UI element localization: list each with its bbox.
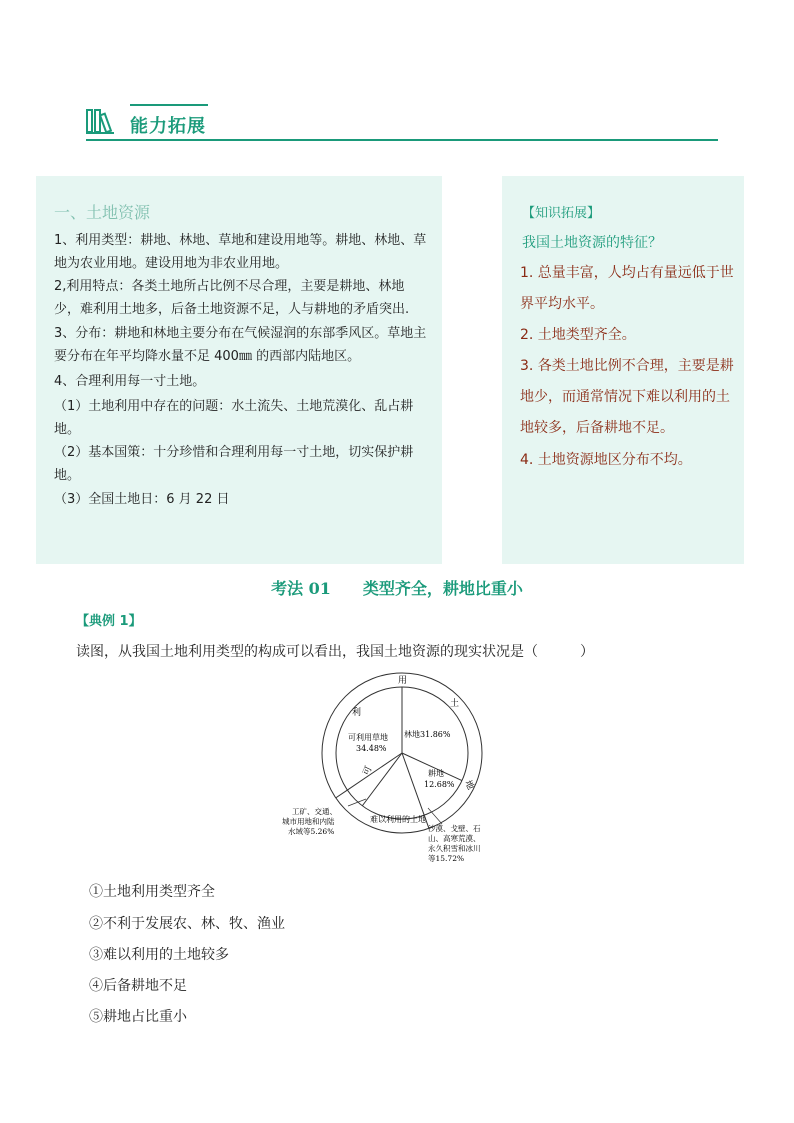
paragraph-usage-features: 2,利用特点：各类土地所占比例不尽合理，主要是耕地、林地少，难利用土地多，后备土地资源不足，人与耕地的矛盾突出. xyxy=(54,279,410,317)
slice-label-forest: 林地31.86% xyxy=(404,730,451,739)
paragraph-problems: （1）土地利用中存在的问题：水土流失、土地荒漠化、乱占耕地。 xyxy=(54,399,414,437)
ring-char: 利 xyxy=(352,708,362,718)
land-resource-heading: 一、土地资源 xyxy=(54,203,151,222)
option-item: ⑤耕地占比重小 xyxy=(89,1009,187,1025)
header-accent-line xyxy=(130,104,208,106)
option-item: ①土地利用类型齐全 xyxy=(89,884,215,900)
svg-text:城市用地和内陆: 城市用地和内陆 xyxy=(282,817,335,826)
paragraph-land-day: （3）全国土地日：6 月 22 日 xyxy=(54,492,230,507)
section-header-title: 能力拓展 xyxy=(130,116,206,137)
paragraph-rational-use: 4、合理利用每一寸土地。 xyxy=(54,374,206,389)
ring-char: 用 xyxy=(398,676,408,686)
header-divider xyxy=(86,139,718,141)
slice-label-cropland: 耕地 xyxy=(428,769,444,778)
land-use-pie-chart xyxy=(270,668,530,878)
ring-unusable-label: 难以利用的土地 xyxy=(370,815,426,824)
paragraph-usage-types: 1、利用类型：耕地、林地、草地和建设用地等。耕地、林地、草地为农业用地。建设用地为非农业用地。 xyxy=(54,233,427,271)
question-text: 读图，从我国土地利用类型的构成可以看出，我国土地资源的现实状况是（ ） xyxy=(76,644,594,660)
slice-label-mining xyxy=(282,806,337,836)
paragraph-distribution: 3、分布：耕地和林地主要分布在气候湿润的东部季风区。草地主要分布在年平均降水量不足 400㎜ 的西部内陆地区。 xyxy=(54,326,427,364)
knowledge-point: 4. 土地资源地区分布不均。 xyxy=(520,452,692,468)
svg-text:水域等5.26%: 水域等5.26% xyxy=(288,827,335,836)
books-icon xyxy=(86,108,126,134)
svg-text:沙漠、戈壁、石: 沙漠、戈壁、石 xyxy=(428,824,481,833)
ring-char: 地 xyxy=(462,779,476,792)
slice-boundary-沙漠、戈壁、石山、高寒荒漠、永久积雪和冰川等 xyxy=(402,753,424,815)
ring-char: 土 xyxy=(450,699,460,709)
svg-text:永久积雪和冰川: 永久积雪和冰川 xyxy=(428,844,481,853)
knowledge-question: 我国土地资源的特征？ xyxy=(522,235,662,251)
slice-value-grass: 34.48% xyxy=(356,744,387,753)
option-item: ④后备耕地不足 xyxy=(89,978,187,994)
ring-char: 可 xyxy=(361,764,375,778)
knowledge-point: 2. 土地类型齐全。 xyxy=(520,327,636,343)
svg-text:工矿、交通、: 工矿、交通、 xyxy=(292,807,337,816)
slice-value-cropland: 12.68% xyxy=(424,780,455,789)
method-title: 考法 01 类型齐全，耕地比重小 xyxy=(271,579,523,598)
slice-boundary-可利用草地 xyxy=(347,753,402,790)
ring-boundary xyxy=(336,790,348,798)
knowledge-point: 3. 各类土地比例不合理，主要是耕地少，而通常情况下难以利用的土地较多，后备耕地不足。 xyxy=(520,358,734,436)
knowledge-extension-heading: 【知识拓展】 xyxy=(522,206,601,221)
knowledge-point: 1. 总量丰富，人均占有量远低于世界平均水平。 xyxy=(520,265,734,312)
svg-text:等15.72%: 等15.72% xyxy=(428,854,465,863)
example-label: 【典例 1】 xyxy=(76,614,142,629)
slice-boundary-工矿、交通、城市用地和内陆水域等 xyxy=(362,753,402,806)
option-item: ③难以利用的土地较多 xyxy=(89,947,229,963)
slice-label-desert xyxy=(428,823,481,863)
svg-text:山、高寒荒漠、: 山、高寒荒漠、 xyxy=(428,834,481,843)
paragraph-national-policy: （2）基本国策：十分珍惜和合理利用每一寸土地，切实保护耕地。 xyxy=(54,445,414,483)
option-item: ②不利于发展农、林、牧、渔业 xyxy=(89,916,285,932)
slice-label-grass: 可利用草地 xyxy=(348,733,388,742)
